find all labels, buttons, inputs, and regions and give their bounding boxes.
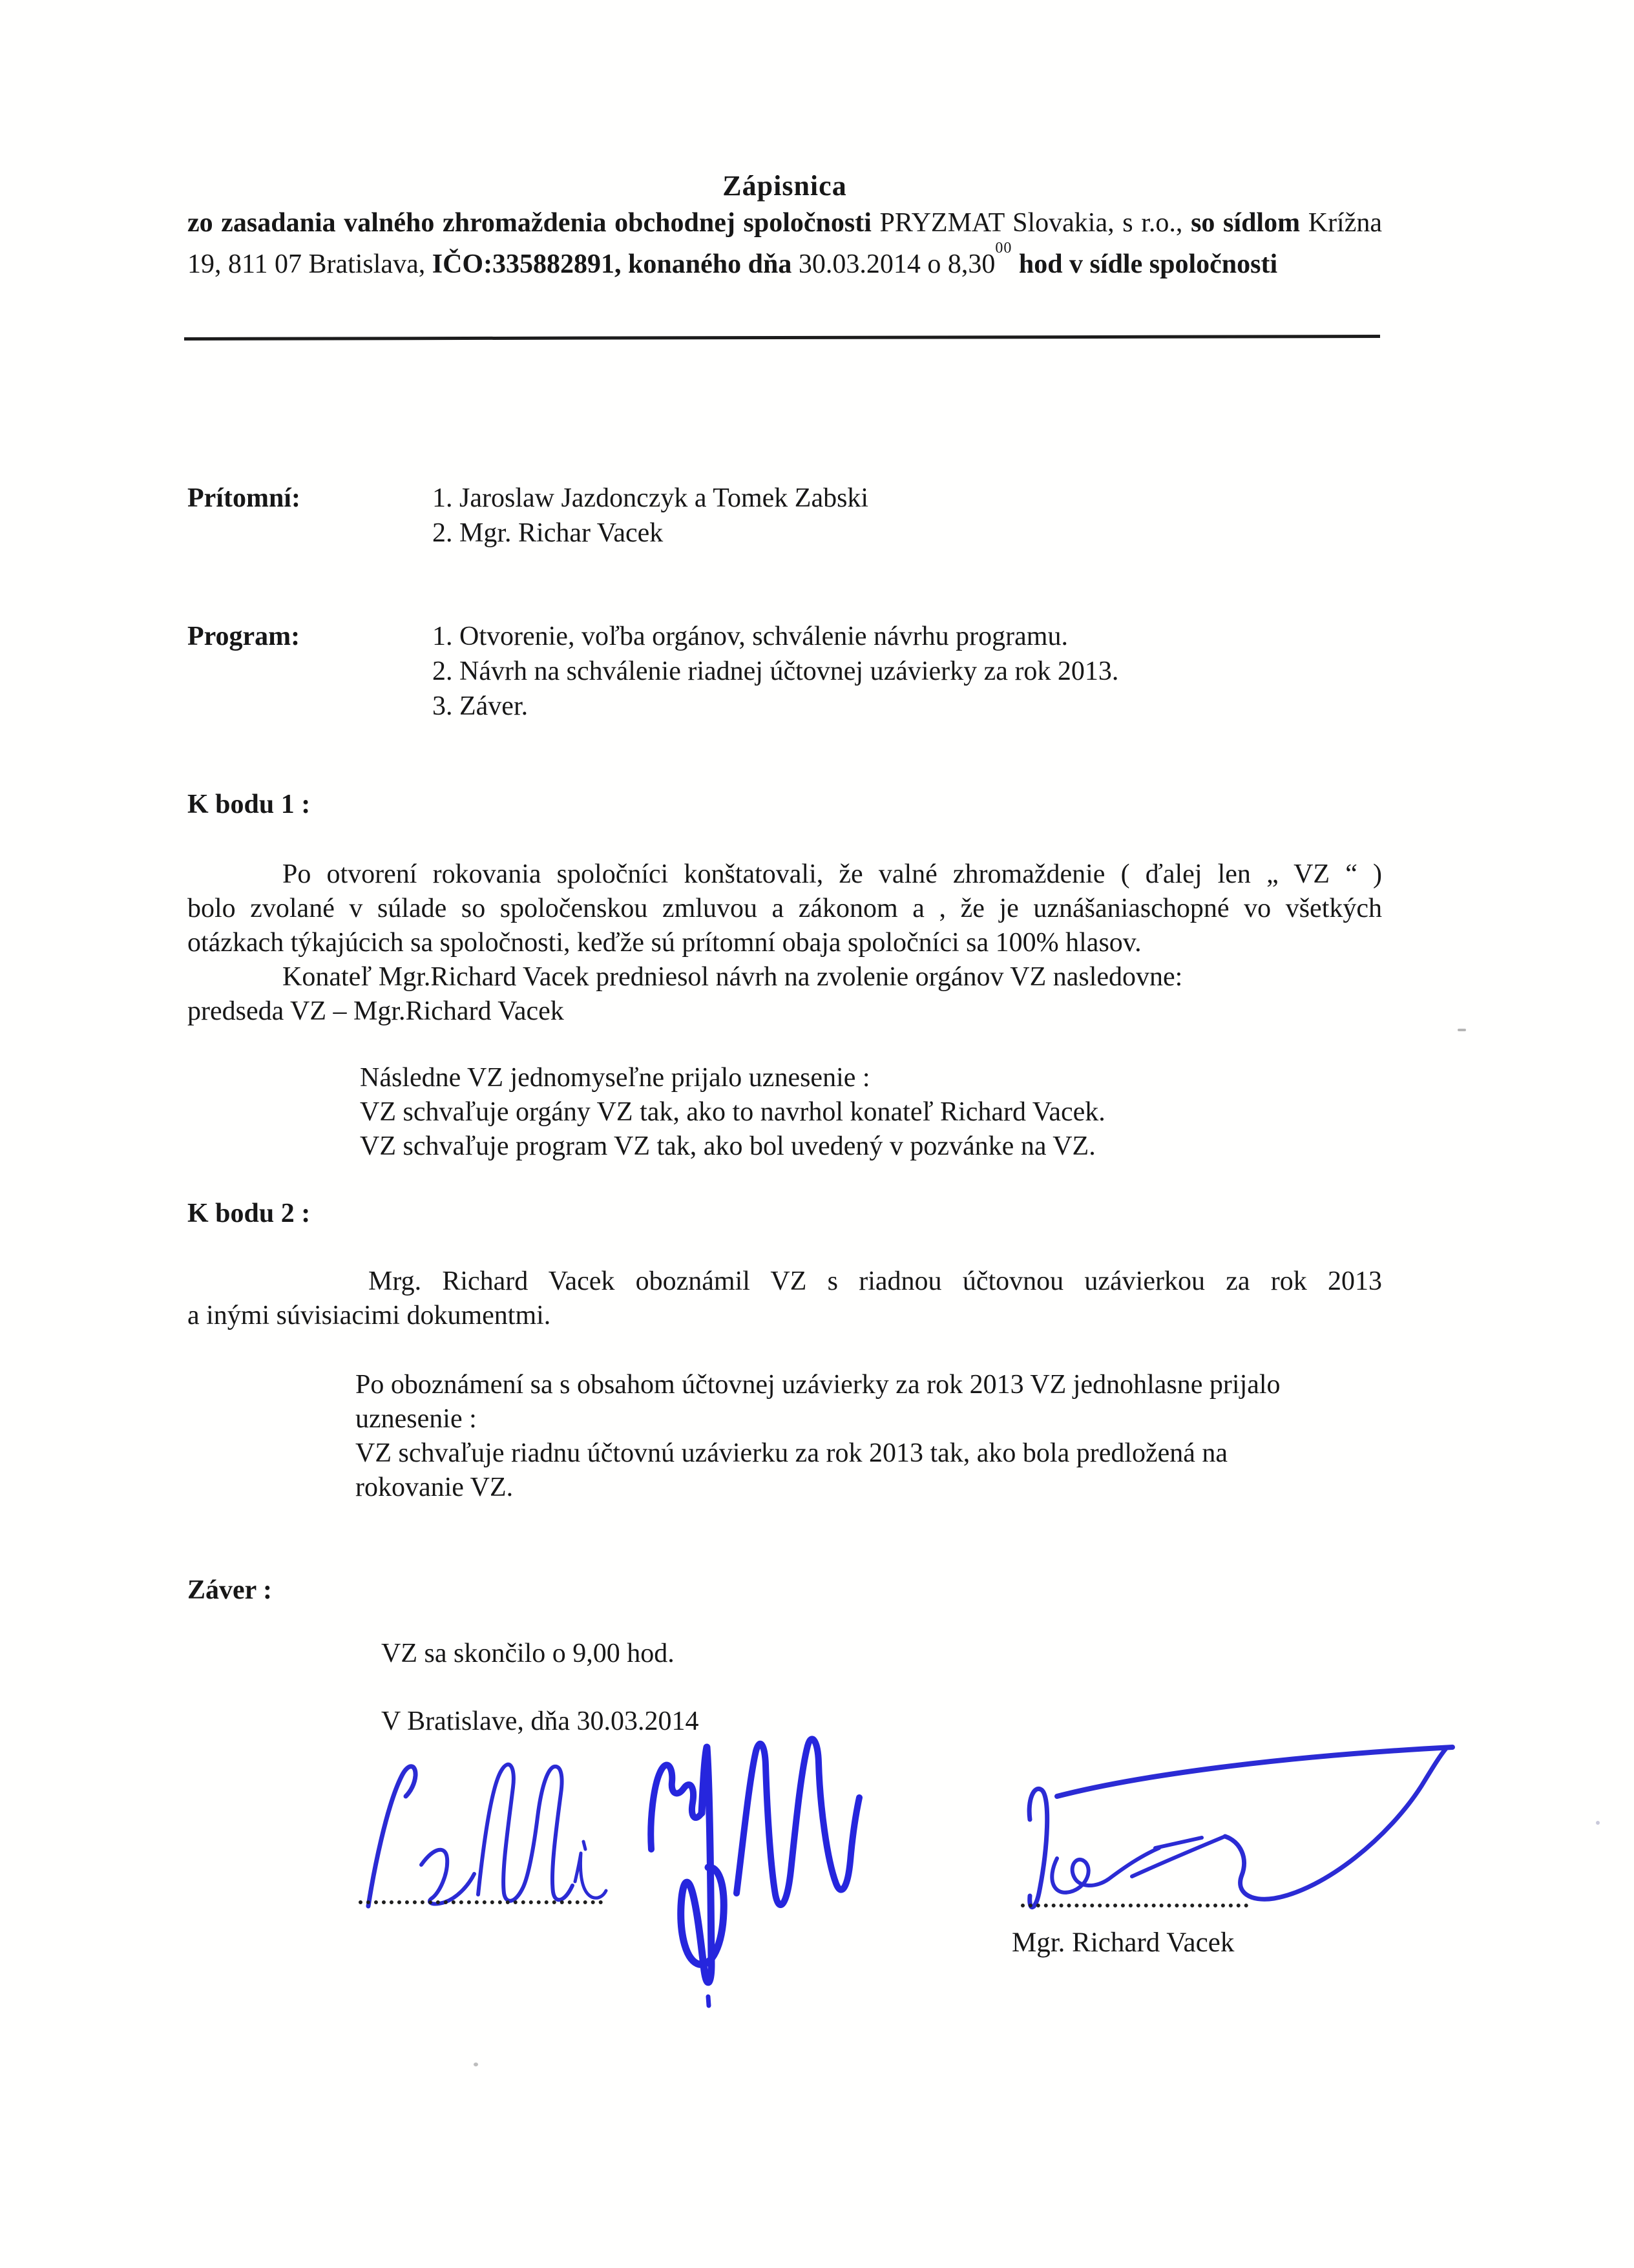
signature-stroke [421,1850,474,1904]
point2-line: a inými súvisiacimi dokumentmi. [187,1301,551,1330]
resolution-line: Následne VZ jednomyseľne prijalo uznesenie : [360,1063,870,1093]
signature-middle-ink [651,1739,859,2006]
scan-artifact [1596,1821,1600,1825]
signature-stroke [478,1765,572,1901]
point1-heading: K bodu 1 : [187,790,311,819]
point1-line: Konateľ Mgr.Richard Vacek predniesol návrh na zvolenie orgánov VZ nasledovne: [282,962,1183,992]
header-segment: zo zasadania valného zhromaždenia obchodnej spoločnosti [187,208,880,238]
agenda-item: 2. Návrh na schválenie riadnej účtovnej uzávierky za rok 2013. [432,656,1119,686]
resolution-line: uznesenie : [355,1404,477,1434]
agenda-section [187,619,1382,724]
signature-stroke [1225,1748,1446,1899]
signature-stroke [1057,1747,1452,1796]
resolution-line: Po oboznámení sa s obsahom účtovnej uzávierky za rok 2013 VZ jednohlasne prijalo [355,1370,1281,1400]
point2-resolution [355,1368,1382,1505]
attendee-item: 1. Jaroslaw Jazdonczyk a Tomek Zabski [432,483,869,513]
signature-stroke [651,1765,702,1849]
header-segment: hod v sídle spoločnosti [1012,249,1278,279]
signatory-name: Mgr. Richard Vacek [1012,1927,1235,1958]
signature-dotted-line-left [359,1900,603,1904]
conclusion-line-end-time: VZ sa skončilo o 9,00 hod. [381,1639,675,1668]
scan-artifact [474,2063,478,2066]
resolution-line: VZ schvaľuje riadnu účtovnú uzávierku za rok 2013 tak, ako bola predložená na [355,1438,1228,1468]
resolution-line: rokovanie VZ. [355,1473,514,1502]
header-segment: IČO:335882891, konaného dňa [432,249,799,279]
signature-dotted-line-right [1021,1904,1248,1907]
attendees-label: Prítomní: [187,483,300,513]
point1-paragraph [187,857,1382,1029]
signature-stroke [708,1997,709,2006]
header-paragraph [187,205,1382,282]
signatures-ink [310,1706,1538,2029]
conclusion-line-place-date: V Bratislave, dňa 30.03.2014 [381,1706,699,1736]
resolution-line: VZ schvaľuje program VZ tak, ako bol uvedený v pozvánke na VZ. [360,1131,1096,1161]
point1-line: bolo zvolané v súlade so spoločenskou zmluvou a zákonom a , že je uznášaniaschopné vo všetkých [187,894,1382,923]
header-segment: so sídlom [1182,208,1308,238]
attendee-item: 2. Mgr. Richar Vacek [432,518,664,548]
attendees-section [187,481,1382,551]
point2-heading: K bodu 2 : [187,1199,311,1228]
point1-line: otázkach týkajúcich sa spoločnosti, keďže sú prítomní obaja spoločníci sa 100% hlasov. [187,928,1142,958]
agenda-list [432,619,1382,724]
point2-line: Mrg. Richard Vacek oboznámil VZ s riadnou účtovnou uzávierkou za rok 2013 [368,1266,1382,1296]
point1-line: Po otvorení rokovania spoločníci konštatovali, že valné zhromaždenie ( ďalej len „ VZ “ ) [282,859,1382,889]
agenda-item: 3. Záver. [432,691,529,721]
agenda-label: Program: [187,622,300,651]
signature-stroke [737,1739,859,1905]
point1-resolution [360,1061,1382,1164]
header-segment: Krížna 19, 811 07 Bratislava, [187,208,1383,279]
conclusion-heading: Záver : [187,1575,273,1605]
signature-stroke [368,1767,415,1906]
time-superscript: 00 [995,240,1012,257]
agenda-item: 1. Otvorenie, voľba orgánov, schválenie návrhu programu. [432,622,1068,651]
point1-line: predseda VZ – Mgr.Richard Vacek [187,996,564,1026]
header-divider-line [184,335,1380,341]
attendees-list [432,481,1382,551]
signature-stroke [575,1842,606,1898]
resolution-line: VZ schvaľuje orgány VZ tak, ako to navrhol konateľ Richard Vacek. [360,1097,1105,1127]
signature-stroke [1029,1789,1047,1907]
signature-right-ink [1029,1747,1452,1907]
scan-artifact [1458,1029,1466,1031]
signature-left-ink [368,1765,606,1906]
header-segment: PRYZMAT Slovakia, s r.o., [879,208,1183,238]
point2-paragraph [187,1265,1382,1333]
header-segment: 30.03.2014 o 8,30 [798,249,996,279]
document-title: Zápisnica [722,170,847,202]
